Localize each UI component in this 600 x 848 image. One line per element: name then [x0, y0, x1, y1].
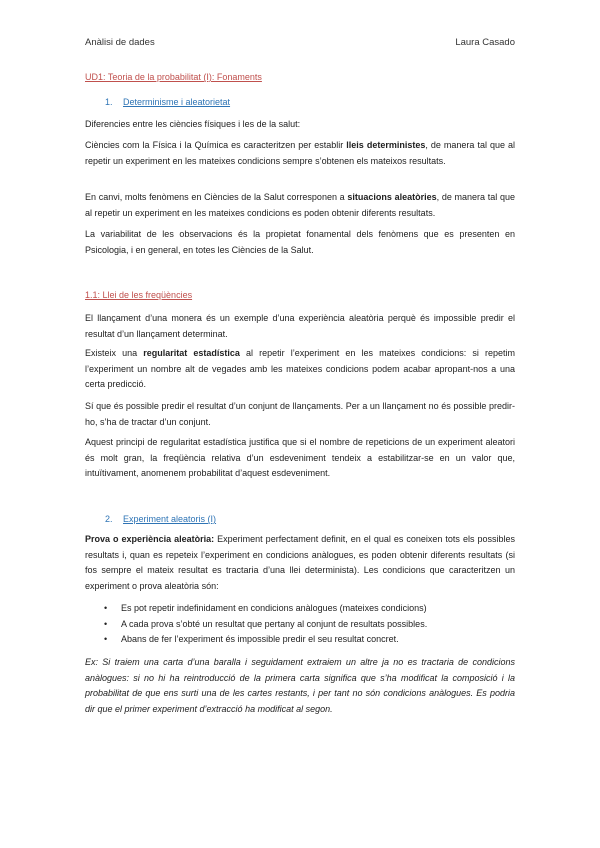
- section11-paragraph-3: Sí que és possible predir el resultat d’un conjunt de llançaments. Per a un llançament no és possible predir-ho, s’ha de tractar d’un conjunt.: [85, 401, 515, 427]
- section11-paragraph-2: Existeix una regularitat estadística al repetir l’experiment en les mateixes condicions: si repetim l’experiment un nombre alt de vegades amb les mateixes condicions podem acabar apropant-nos a una certa predicció.: [85, 348, 515, 389]
- bullet-icon: •: [104, 618, 108, 629]
- section1-paragraph-1: Ciències com la Física i la Química es caracteritzen per establir lleis deterministes, de manera tal que al repetir un experiment en les mateixes condicions sempre s’obtenen els mateixos resultats.: [85, 140, 516, 166]
- section1-intro: Diferencies entre les ciències físiques i les de la salut:: [85, 119, 301, 129]
- section2-bullet-list: [85, 601, 515, 648]
- header-right: Laura Casado: [455, 37, 515, 48]
- document-title: UD1: Teoria de la probabilitat (I): Fonaments: [85, 72, 262, 82]
- section1-paragraph-3: La variabilitat de les observacions és la propietat fonamental dels fenòmens que es presenten en Psicologia, i en general, en totes les Ciències de la Salut.: [85, 229, 515, 255]
- section1-heading: [105, 95, 505, 111]
- section11-paragraph-4: Aquest principi de regularitat estadística justifica que si el nombre de repeticions de un experiment aleatori és molt gran, la freqüència relativa d’un esdeveniment tendeix a estabilitzar-se en un valor que, intuïtivament, anomenem probabilitat d’aquest esdeveniment.: [85, 437, 515, 478]
- section11-heading: 1.1: Llei de les freqüències: [85, 290, 193, 300]
- section2-number: 2.: [105, 514, 113, 524]
- section2-example: Ex: Si traiem una carta d’una baralla i seguidament extraiem un altre ja no es tractaria de condicions anàlogues: si no hi ha reintroducció de la primera carta significa que s’ha modificat la composició i la probabilitat de que ens surti una de les cartes restants, i per tant no són condicions anàlogues. Es podria dir que el primer experiment d’extracció ha modificat al segon.: [85, 657, 515, 714]
- header-left: Anàlisi de dades: [85, 37, 155, 48]
- bullet-icon: •: [104, 603, 108, 613]
- section1-paragraph-2: En canvi, molts fenòmens en Ciències de la Salut corresponen a situacions aleatòries, de manera tal que al repetir un experiment en les mateixes condicions es poden obtenir diferents resultats.: [85, 192, 515, 218]
- section2-paragraph-1: Prova o experiència aleatòria: Experiment perfectament definit, en el qual es coneixen tots els possibles resultats i, quan es repeteix l’experiment en condicions anàlogues, es poden obtenir diferents resultats (si fos sempre el mateix resultat es tractaria d’una llei determinista). Les condicions que caracteritzen un experiment o prova aleatòria són:: [85, 534, 515, 591]
- bullet-icon: •: [104, 634, 108, 644]
- list-item: • Abans de fer l’experiment és impossible predir el seu resultat concret.: [85, 632, 515, 648]
- list-item: • Es pot repetir indefinidament en condicions anàlogues (mateixes condicions): [85, 601, 515, 617]
- section2-heading-text: Experiment aleatoris (I): [123, 514, 217, 524]
- section11-paragraph-1: El llançament d’una monera és un exemple d’una experiència aleatòria perquè és impossible predir el resultat d’un llançament determinat.: [85, 313, 515, 339]
- section1-heading-text: Determinisme i aleatorietat: [123, 97, 231, 107]
- section1-number: 1.: [105, 97, 113, 107]
- section2-heading: [105, 512, 505, 528]
- list-item: • A cada prova s’obté un resultat que pertany al conjunt de resultats possibles.: [85, 617, 515, 633]
